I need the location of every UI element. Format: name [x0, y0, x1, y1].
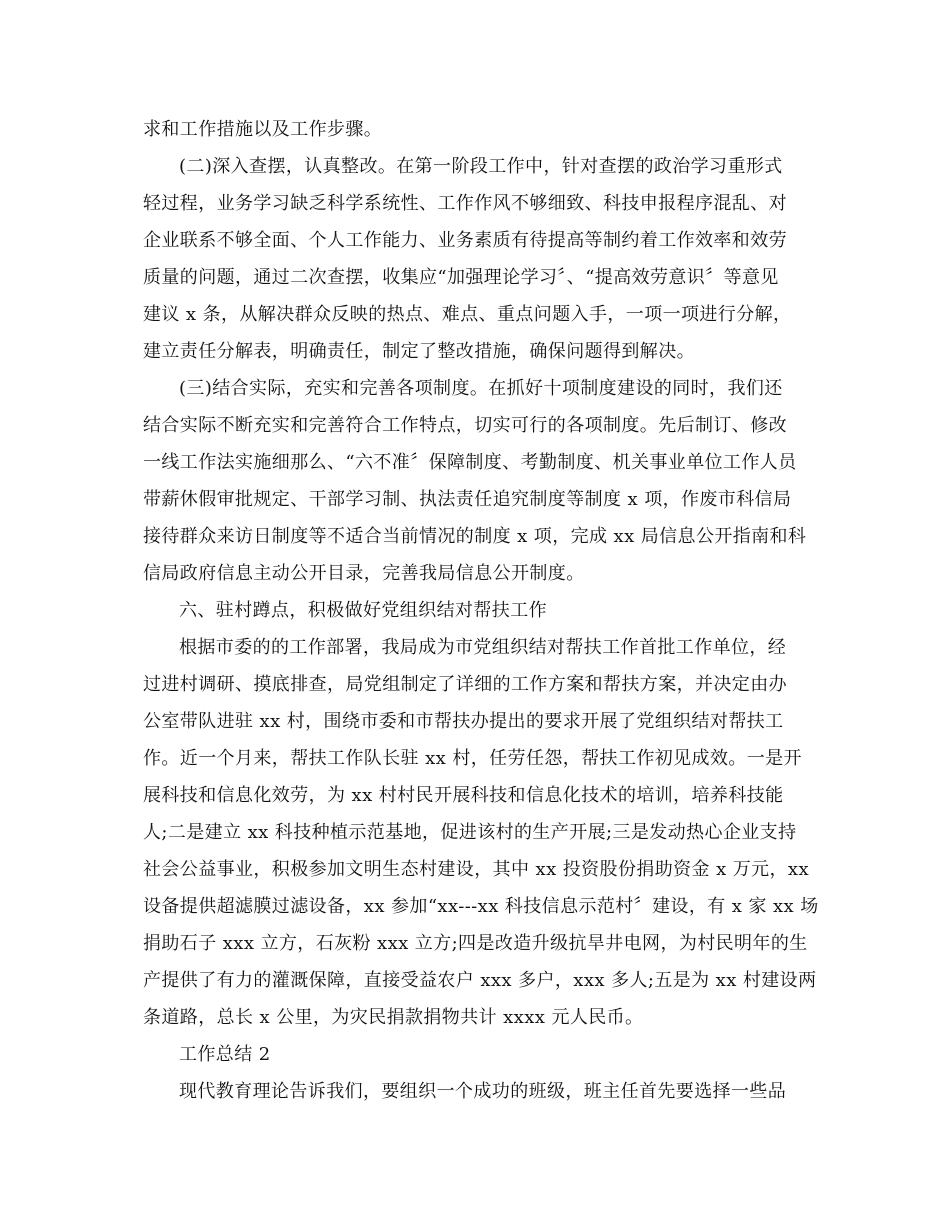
- text-line: 现代教育理论告诉我们，要组织一个成功的班级，班主任首先要选择一些品: [179, 1081, 787, 1102]
- text-line: 社会公益事业，积极参加文明生态村建设，其中 xx 投资股份捐助资金 x 万元，xx: [143, 859, 810, 880]
- text-line: 根据市委的的工作部署，我局成为市党组织结对帮扶工作首批工作单位，经: [179, 637, 787, 658]
- text-line: 轻过程，业务学习缺乏科学系统性、工作作风不够细致、科技申报程序混乱、对: [143, 193, 787, 214]
- text-line: 求和工作措施以及工作步骤。: [143, 119, 383, 140]
- text-line: 信局政府信息主动公开目录，完善我局信息公开制度。: [143, 563, 585, 584]
- text-line: 产提供了有力的灌溉保障，直接受益农户 xxx 多户，xxx 多人;五是为 xx 村建设两: [143, 970, 817, 991]
- text-line: 展科技和信息化效劳，为 xx 村村民开展科技和信息化技术的培训，培养科技能: [143, 785, 784, 806]
- text-line: (三)结合实际，充实和完善各项制度。在抓好十项制度建设的同时，我们还: [179, 378, 783, 399]
- text-line: 建立责任分解表，明确责任，制定了整改措施，确保问题得到解决。: [143, 341, 695, 362]
- text-line: 作。近一个月来，帮扶工作队长驻 xx 村，任劳任怨，帮扶工作初见成效。一是开: [143, 748, 802, 769]
- text-line: 质量的问题，通过二次查摆，收集应“加强理论学习〞、“提高效劳意识〞等意见: [143, 267, 779, 288]
- text-line: 过进村调研、摸底排查，局党组制定了详细的工作方案和帮扶方案，并决定由办: [143, 674, 787, 695]
- section-heading: 工作总结 2: [179, 1044, 271, 1065]
- text-line: 带薪休假审批规定、干部学习制、执法责任追究制度等制度 x 项，作废市科信局: [143, 489, 792, 510]
- text-line: 人;二是建立 xx 科技种植示范基地，促进该村的生产开展;三是发动热心企业支持: [143, 822, 797, 843]
- text-line: 企业联系不够全面、个人工作能力、业务素质有待提高等制约着工作效率和效劳: [143, 230, 787, 251]
- text-line: 接待群众来访日制度等不适合当前情况的制度 x 项，完成 xx 局信息公开指南和科: [143, 526, 807, 547]
- text-line: 条道路，总长 x 公里，为灾民捐款捐物共计 xxxx 元人民币。: [143, 1007, 644, 1028]
- text-line: (二)深入查摆，认真整改。在第一阶段工作中，针对查摆的政治学习重形式: [179, 156, 783, 177]
- text-line: 一线工作法实施细那么、“六不准〞保障制度、考勤制度、机关事业单位工作人员: [143, 452, 797, 473]
- text-line: 设备提供超滤膜过滤设备，xx 参加“xx---xx 科技信息示范村〞建设，有 x 家 xx 场: [143, 896, 819, 917]
- text-line: 捐助石子 xxx 立方，石灰粉 xxx 立方;四是改造升级抗旱井电网，为村民明年的生: [143, 933, 808, 954]
- section-heading: 六、驻村蹲点，积极做好党组织结对帮扶工作: [179, 600, 547, 621]
- text-line: 结合实际不断充实和完善符合工作特点，切实可行的各项制度。先后制订、修改: [143, 415, 787, 436]
- text-line: 公室带队进驻 xx 村，围绕市委和市帮扶办提出的要求开展了党组织结对帮扶工: [143, 711, 784, 732]
- text-line: 建议 x 条，从解决群众反映的热点、难点、重点问题入手，一项一项进行分解，: [143, 304, 792, 325]
